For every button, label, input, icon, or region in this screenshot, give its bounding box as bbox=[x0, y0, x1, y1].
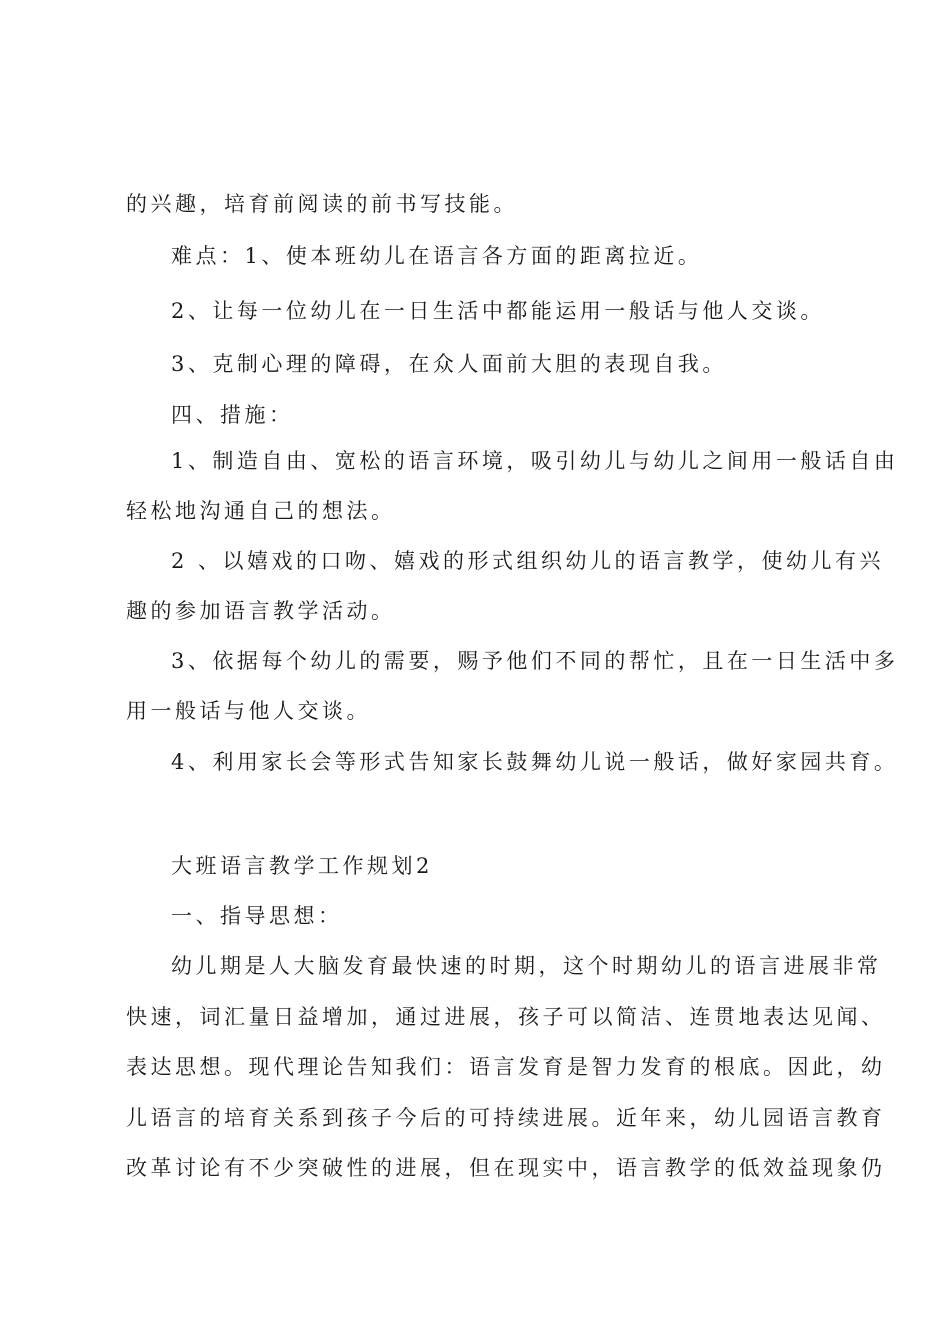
paragraph-line: 用一般话与他人交谈。 bbox=[126, 699, 371, 723]
paragraph-line: 改革讨论有不少突破性的进展，但在现实中，语言教学的低效益现象仍 bbox=[126, 1156, 886, 1180]
paragraph-line: 的兴趣，培育前阅读的前书写技能。 bbox=[126, 192, 518, 216]
paragraph-line: 1、制造自由、宽松的语言环境，吸引幼儿与幼儿之间用一般话自由 bbox=[171, 449, 899, 473]
paragraph-line: 表达思想。现代理论告知我们：语言发育是智力发育的根底。因此，幼 bbox=[126, 1055, 886, 1079]
paragraph-line: 2、让每一位幼儿在一日生活中都能运用一般话与他人交谈。 bbox=[171, 299, 825, 323]
section-heading: 四、措施： bbox=[171, 403, 294, 427]
paragraph-line: 幼儿期是人大脑发育最快速的时期，这个时期幼儿的语言进展非常 bbox=[171, 954, 882, 978]
document-title: 大班语言教学工作规划2 bbox=[171, 854, 433, 878]
paragraph-line: 轻松地沟通自己的想法。 bbox=[126, 499, 396, 523]
section-heading: 一、指导思想： bbox=[171, 904, 343, 928]
paragraph-line: 趣的参加语言教学活动。 bbox=[126, 599, 396, 623]
paragraph-line: 3、克制心理的障碍，在众人面前大胆的表现自我。 bbox=[171, 352, 727, 376]
paragraph-line: 3、依据每个幼儿的需要，赐予他们不同的帮忙，且在一日生活中多 bbox=[171, 649, 899, 673]
paragraph-line: 儿语言的培育关系到孩子今后的可持续进展。近年来，幼儿园语言教育 bbox=[126, 1106, 886, 1130]
paragraph-line: 4、利用家长会等形式告知家长鼓舞幼儿说一般话，做好家园共育。 bbox=[171, 750, 899, 774]
paragraph-line: 难点：1、使本班幼儿在语言各方面的距离拉近。 bbox=[171, 244, 703, 268]
paragraph-line: 快速，词汇量日益增加，通过进展，孩子可以简洁、连贯地表达见闻、 bbox=[126, 1005, 886, 1029]
paragraph-line: 2 、以嬉戏的口吻、嬉戏的形式组织幼儿的语言教学，使幼儿有兴 bbox=[171, 549, 885, 573]
